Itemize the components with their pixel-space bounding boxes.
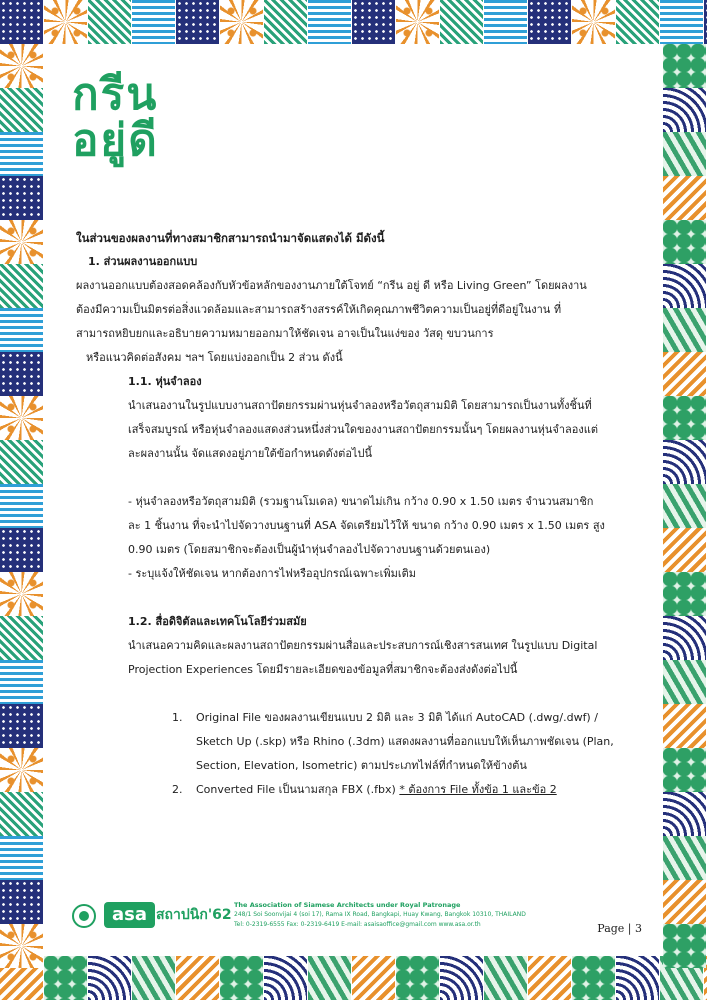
pattern-tile xyxy=(44,956,87,1000)
pattern-tile xyxy=(528,956,571,1000)
pattern-tile xyxy=(663,528,706,572)
pattern-tile xyxy=(663,132,706,176)
pattern-tile xyxy=(528,0,571,44)
section-1-line-3: สามารถหยิบยกและอธิบายความหมายออกมาให้ชัดเจน อาจเป็นในแง่ของ วัสดุ ขบวนการ xyxy=(76,327,494,340)
file-requirements-list xyxy=(172,706,636,802)
fair-logo: สถาปนิก'62 xyxy=(156,907,232,923)
pattern-tile xyxy=(264,0,307,44)
pattern-tile xyxy=(0,836,43,880)
list-item-number: 1. xyxy=(172,711,183,724)
pattern-tile xyxy=(264,956,307,1000)
pattern-tile xyxy=(0,616,43,660)
asa-logo: asa xyxy=(104,902,155,928)
pattern-tile xyxy=(663,44,706,88)
association-contact: Tel: 0-2319-6555 Fax: 0-2319-6419 E-mail: asaisaoffice@gmail.com www.asa.or.th xyxy=(234,921,481,928)
pattern-tile xyxy=(44,0,87,44)
pattern-tile xyxy=(0,528,43,572)
pattern-tile xyxy=(663,264,706,308)
pattern-tile xyxy=(220,0,263,44)
pattern-tile xyxy=(132,956,175,1000)
list-item-line: Sketch Up (.skp) หรือ Rhino (.3dm) แสดงผลงานที่ออกแบบให้เห็นภาพชัดเจน (Plan, xyxy=(196,735,614,748)
pattern-tile xyxy=(663,836,706,880)
pattern-tile xyxy=(396,0,439,44)
model-spec-line-4: - ระบุแจ้งให้ชัดเจน หากต้องการไฟหรืออุปกรณ์เฉพาะเพิ่มเติม xyxy=(128,567,417,580)
pattern-tile xyxy=(0,352,43,396)
pattern-tile xyxy=(0,572,43,616)
pattern-tile xyxy=(0,220,43,264)
pattern-tile xyxy=(484,956,527,1000)
logo-line-1: กรีน xyxy=(72,69,159,120)
subsection-1-1-line-1: นำเสนองานในรูปแบบงานสถาปัตยกรรมผ่านหุ่นจำลองหรือวัตถุสามมิติ โดยสามารถเป็นงานทั้งชิ้นที่ xyxy=(128,399,592,412)
pattern-tile xyxy=(132,0,175,44)
pattern-tile xyxy=(308,0,351,44)
subsection-1-2-title: 1.2. สื่อดิจิตัลและเทคโนโลยีร่วมสมัย xyxy=(128,615,307,628)
subsection-1-2-line-2: Projection Experiences โดยมีรายละเอียดของข้อมูลที่สมาชิกจะต้องส่งดังต่อไปนี้ xyxy=(128,663,518,676)
pattern-tile xyxy=(616,0,659,44)
pattern-tile xyxy=(616,956,659,1000)
subsection-1-2-line-1: นำเสนอความคิดและผลงานสถาปัตยกรรมผ่านสื่อและประสบการณ์เชิงสารสนเทศ ในรูปแบบ Digital xyxy=(128,639,598,652)
list-item-number: 2. xyxy=(172,783,183,796)
pattern-tile xyxy=(663,88,706,132)
pattern-tile xyxy=(0,660,43,704)
pattern-tile xyxy=(663,220,706,264)
pattern-tile xyxy=(0,88,43,132)
list-item-text: Converted File เป็นนามสกุล FBX (.fbx) xyxy=(196,783,396,796)
pattern-tile xyxy=(0,484,43,528)
association-address: 248/1 Soi Soonvijai 4 (soi 17), Rama IX Road, Bangkapi, Huay Kwang, Bangkok 10310, THAILAND xyxy=(234,911,526,918)
main-heading: ในส่วนของผลงานที่ทางสมาชิกสามารถนำมาจัดแสดงได้ มีดังนี้ xyxy=(76,231,385,245)
pattern-tile xyxy=(0,924,43,968)
association-name: The Association of Siamese Architects under Royal Patronage xyxy=(234,901,461,909)
section-1-title: 1. ส่วนผลงานออกแบบ xyxy=(88,255,198,268)
pattern-tile xyxy=(484,0,527,44)
pattern-tile xyxy=(88,956,131,1000)
pattern-tile xyxy=(0,396,43,440)
pattern-tile xyxy=(440,956,483,1000)
pattern-tile xyxy=(0,440,43,484)
pattern-tile xyxy=(0,264,43,308)
pattern-tile xyxy=(352,0,395,44)
section-1-line-2: ต้องมีความเป็นมิตรต่อสิ่งแวดล้อมและสามารถสร้างสรรค์ให้เกิดคุณภาพชีวิตความเป็นอยู่ที่ดีอยู่ในงาน ที่ xyxy=(76,303,562,316)
model-spec-line-2: ละ 1 ชิ้นงาน ที่จะนำไปจัดวางบนฐานที่ ASA จัดเตรียมไว้ให้ ขนาด กว้าง 0.90 เมตร x 1.50 เมตร สูง xyxy=(128,519,605,532)
pattern-tile xyxy=(0,132,43,176)
pattern-tile xyxy=(0,0,43,44)
subsection-1-1-line-3: ละผลงานนั้น จัดแสดงอยู่ภายใต้ข้อกำหนดดังต่อไปนี้ xyxy=(128,447,372,460)
subsection-1-1-line-2: เสร็จสมบูรณ์ หรือหุ่นจำลองแสดงส่วนหนึ่งส่วนใดของงานสถาปัตยกรรมนั้นๆ โดยผลงานหุ่นจำลองแต่ xyxy=(128,423,599,436)
pattern-tile xyxy=(0,880,43,924)
pattern-tile xyxy=(0,792,43,836)
pattern-tile xyxy=(663,176,706,220)
list-item xyxy=(172,706,636,778)
section-1-line-1: ผลงานออกแบบต้องสอดคล้องกับหัวข้อหลักของงานภายใต้โจทย์ “กรีน อยู่ ดี หรือ Living Green” โดยผลงาน xyxy=(76,279,587,292)
list-item xyxy=(172,778,636,802)
pattern-tile xyxy=(0,308,43,352)
pattern-tile xyxy=(176,956,219,1000)
pattern-tile xyxy=(663,792,706,836)
pattern-tile xyxy=(572,956,615,1000)
page-footer xyxy=(72,900,642,936)
subsection-1-1-title: 1.1. หุ่นจำลอง xyxy=(128,375,202,388)
pattern-tile xyxy=(0,748,43,792)
document-body xyxy=(76,226,636,802)
pattern-tile xyxy=(663,308,706,352)
pattern-tile xyxy=(663,660,706,704)
section-1-line-4: หรือแนวคิดต่อสังคม ฯลฯ โดยแบ่งออกเป็น 2 ส่วน ดังนี้ xyxy=(86,351,343,364)
logo-line-2: อยู่ดี xyxy=(72,115,159,166)
pattern-tile xyxy=(663,924,706,968)
pattern-tile xyxy=(663,352,706,396)
pattern-tile xyxy=(0,44,43,88)
pattern-tile xyxy=(660,0,703,44)
association-info xyxy=(234,900,526,930)
pattern-tile xyxy=(440,0,483,44)
royal-seal-icon xyxy=(72,904,96,928)
pattern-tile xyxy=(396,956,439,1000)
pattern-tile xyxy=(663,880,706,924)
page-number: Page | 3 xyxy=(597,922,642,935)
pattern-tile xyxy=(663,748,706,792)
list-item-line: Original File ของผลงานเขียนแบบ 2 มิติ และ 3 มิติ ได้แก่ AutoCAD (.dwg/.dwf) / xyxy=(196,711,598,724)
green-living-logo xyxy=(72,69,159,166)
pattern-tile xyxy=(663,396,706,440)
pattern-tile xyxy=(663,440,706,484)
pattern-tile xyxy=(176,0,219,44)
pattern-tile xyxy=(352,956,395,1000)
pattern-tile xyxy=(220,956,263,1000)
pattern-tile xyxy=(663,484,706,528)
pattern-tile xyxy=(0,704,43,748)
model-spec-line-1: - หุ่นจำลองหรือวัตถุสามมิติ (รวมฐานโมเดล) ขนาดไม่เกิน กว้าง 0.90 x 1.50 เมตร จำนวนสมาชิก xyxy=(128,495,594,508)
pattern-tile xyxy=(572,0,615,44)
model-spec-line-3: 0.90 เมตร (โดยสมาชิกจะต้องเป็นผู้นำหุ่นจำลองไปจัดวางบนฐานด้วยตนเอง) xyxy=(128,543,491,556)
pattern-tile xyxy=(88,0,131,44)
list-item-line: Section, Elevation, Isometric) ตามประเภทไฟล์ที่กำหนดให้ข้างต้น xyxy=(196,759,527,772)
pattern-tile xyxy=(308,956,351,1000)
pattern-tile xyxy=(0,176,43,220)
pattern-tile xyxy=(663,616,706,660)
pattern-tile xyxy=(663,572,706,616)
pattern-tile xyxy=(663,704,706,748)
list-item-note: * ต้องการ File ทั้งข้อ 1 และข้อ 2 xyxy=(399,783,557,796)
